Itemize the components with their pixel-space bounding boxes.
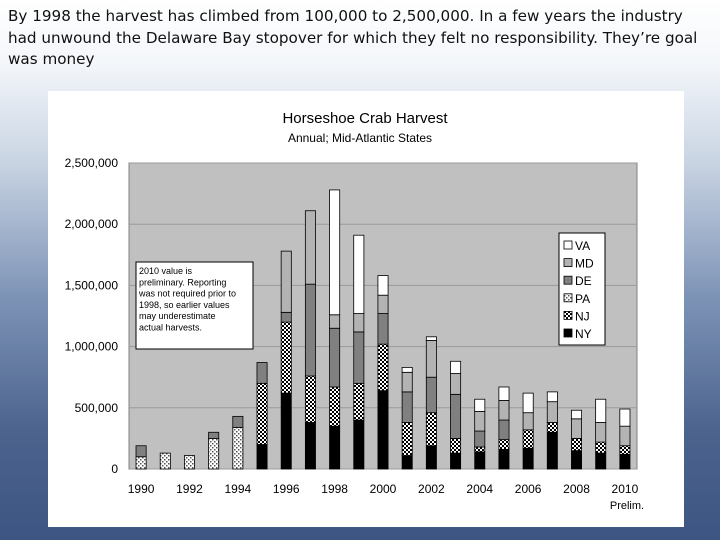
bar-segment-nj-2001 [402, 422, 412, 455]
bar-segment-va-2007 [547, 392, 557, 402]
chart-subtitle: Annual; Mid-Atlantic States [287, 131, 433, 145]
x-tick-label: 2010 [611, 482, 639, 496]
bar-segment-ny-1998 [330, 426, 340, 469]
bar-segment-de-1995 [257, 363, 267, 384]
bar-segment-md-2004 [475, 411, 485, 431]
legend-swatch-pa [564, 294, 572, 302]
annotation-line: was not required prior to [139, 288, 237, 299]
bar-segment-nj-2002 [426, 413, 436, 446]
legend-swatch-md [564, 259, 572, 267]
legend-label-pa: PA [575, 291, 591, 306]
harvest-chart [48, 91, 684, 527]
bar-segment-de-2004 [475, 431, 485, 447]
annotation-line: actual harvests. [139, 322, 203, 333]
bar-segment-ny-2006 [523, 448, 533, 469]
bar-segment-ny-1995 [257, 445, 267, 469]
bar-segment-md-2001 [402, 372, 412, 392]
bar-segment-pa-1990 [136, 457, 146, 469]
bar-segment-nj-1996 [281, 322, 291, 393]
annotation-box [136, 262, 253, 349]
x-tick-label: 1992 [176, 482, 203, 496]
bar-segment-de-1997 [305, 284, 315, 376]
y-tick-label: 1,000,000 [64, 339, 118, 354]
bar-segment-md-1998 [330, 315, 340, 328]
bar-segment-de-2005 [499, 420, 509, 440]
bar-segment-ny-2005 [499, 449, 509, 469]
y-tick-label: 1,500,000 [64, 278, 118, 293]
bar-segment-md-2005 [499, 400, 509, 420]
bar-segment-pa-1993 [209, 438, 219, 469]
annotation-line: may underestimate [139, 311, 216, 322]
legend-swatch-nj [564, 311, 572, 319]
bar-segment-va-2006 [523, 393, 533, 413]
y-tick-label: 2,500,000 [64, 156, 118, 170]
x-tick-label: 2006 [514, 482, 542, 496]
legend-label-de: DE [575, 274, 592, 289]
legend-swatch-de [564, 276, 572, 284]
legend-label-ny: NY [575, 327, 592, 341]
bar-segment-va-2002 [426, 337, 436, 341]
bar-segment-pa-1991 [160, 453, 170, 469]
bar-segment-de-1994 [233, 416, 243, 427]
x-tick-label: 2000 [369, 482, 397, 496]
bar-segment-ny-1999 [354, 420, 364, 469]
bar-segment-nj-2000 [378, 344, 388, 391]
bar-segment-pa-1992 [184, 456, 194, 469]
x-tick-label: 2008 [563, 482, 590, 496]
bar-segment-md-2003 [450, 374, 460, 395]
bar-segment-pa-1994 [233, 427, 243, 469]
bar-segment-de-1990 [136, 446, 146, 457]
bar-segment-nj-2010 [620, 446, 630, 455]
slide-caption: By 1998 the harvest has climbed from 100,000 to 2,500,000. In a few years the industry had unwound the Delaware Bay stopover for which they felt no responsibility. They’re goal was money [8, 7, 698, 68]
x-tick-label: 1998 [321, 482, 348, 496]
bar-segment-de-1999 [354, 332, 364, 383]
bar-segment-md-2010 [620, 426, 630, 446]
y-axis-ticks [65, 156, 119, 476]
chart-title: Horseshoe Crab Harvest [282, 110, 448, 127]
bar-segment-va-1999 [354, 235, 364, 313]
bar-segment-nj-1997 [305, 376, 315, 423]
legend-swatch-ny [564, 329, 572, 337]
x-tick-sublabel: Prelim. [609, 500, 645, 512]
bar-segment-md-2000 [378, 295, 388, 313]
bar-segment-ny-2009 [596, 453, 606, 469]
bar-segment-nj-2007 [547, 422, 557, 432]
bar-segment-de-2003 [450, 394, 460, 438]
bar-segment-md-2002 [426, 340, 436, 377]
x-tick-label: 2002 [418, 482, 445, 496]
bar-segment-nj-2003 [450, 438, 460, 453]
x-tick-label: 1990 [127, 482, 155, 496]
bar-segment-md-2009 [596, 422, 606, 442]
bar-segment-ny-2001 [402, 456, 412, 469]
bar-segment-nj-2008 [571, 438, 581, 450]
bar-segment-nj-2009 [596, 442, 606, 453]
bar-segment-md-2008 [571, 419, 581, 439]
y-tick-label: 500,000 [74, 400, 118, 415]
bar-segment-de-2000 [378, 314, 388, 345]
bar-segment-ny-1997 [305, 422, 315, 469]
bar-segment-nj-1995 [257, 383, 267, 444]
bar-segment-md-2007 [547, 402, 557, 423]
bar-segment-nj-2004 [475, 447, 485, 452]
bar-segment-ny-2004 [475, 452, 485, 469]
bar-segment-va-2004 [475, 399, 485, 411]
annotation-line: 2010 value is [139, 266, 193, 276]
bar-segment-de-2002 [426, 377, 436, 412]
bar-segment-md-2006 [523, 413, 533, 430]
bar-segment-nj-2006 [523, 430, 533, 448]
bar-segment-va-2000 [378, 276, 388, 296]
y-tick-label: 2,000,000 [64, 217, 118, 232]
legend [559, 233, 605, 345]
x-tick-label: 1994 [224, 482, 252, 496]
bar-segment-va-2003 [450, 361, 460, 373]
legend-label-md: MD [575, 256, 594, 271]
bar-segment-de-1996 [281, 312, 291, 322]
y-tick-label: 0 [111, 462, 118, 476]
bar-segment-ny-2010 [620, 454, 630, 469]
bar-segment-nj-1998 [330, 387, 340, 426]
bar-segment-de-1998 [330, 328, 340, 387]
bar-segment-va-2009 [596, 399, 606, 422]
bar-segment-md-1997 [305, 211, 315, 284]
x-tick-label: 1996 [272, 482, 300, 496]
bar-segment-ny-1996 [281, 393, 291, 469]
legend-label-va: VA [575, 239, 591, 253]
bar-segment-de-1993 [209, 432, 219, 438]
bar-segment-md-1999 [354, 314, 364, 332]
bar-segment-va-2001 [402, 367, 412, 372]
bar-segment-va-1998 [330, 190, 340, 315]
bar-segment-md-1996 [281, 251, 291, 312]
legend-swatch-va [564, 241, 572, 249]
bar-segment-ny-2000 [378, 391, 388, 469]
bar-segment-ny-2002 [426, 446, 436, 469]
bar-segment-va-2005 [499, 387, 509, 400]
bar-segment-nj-2005 [499, 440, 509, 450]
bar-segment-nj-1999 [354, 383, 364, 420]
bar-segment-ny-2008 [571, 451, 581, 469]
annotation-line: preliminary. Reporting [139, 277, 227, 288]
bar-segment-ny-2007 [547, 432, 557, 469]
legend-label-nj: NJ [575, 309, 590, 324]
bar-segment-va-2010 [620, 409, 630, 426]
annotation-line: 1998, so earlier values [139, 299, 230, 310]
x-axis-ticks [128, 482, 639, 496]
bar-segment-va-2008 [571, 410, 581, 419]
bar-segment-ny-2003 [450, 453, 460, 469]
bar-segment-de-2001 [402, 392, 412, 423]
x-tick-label: 2004 [466, 482, 494, 496]
chart-frame [48, 91, 684, 527]
